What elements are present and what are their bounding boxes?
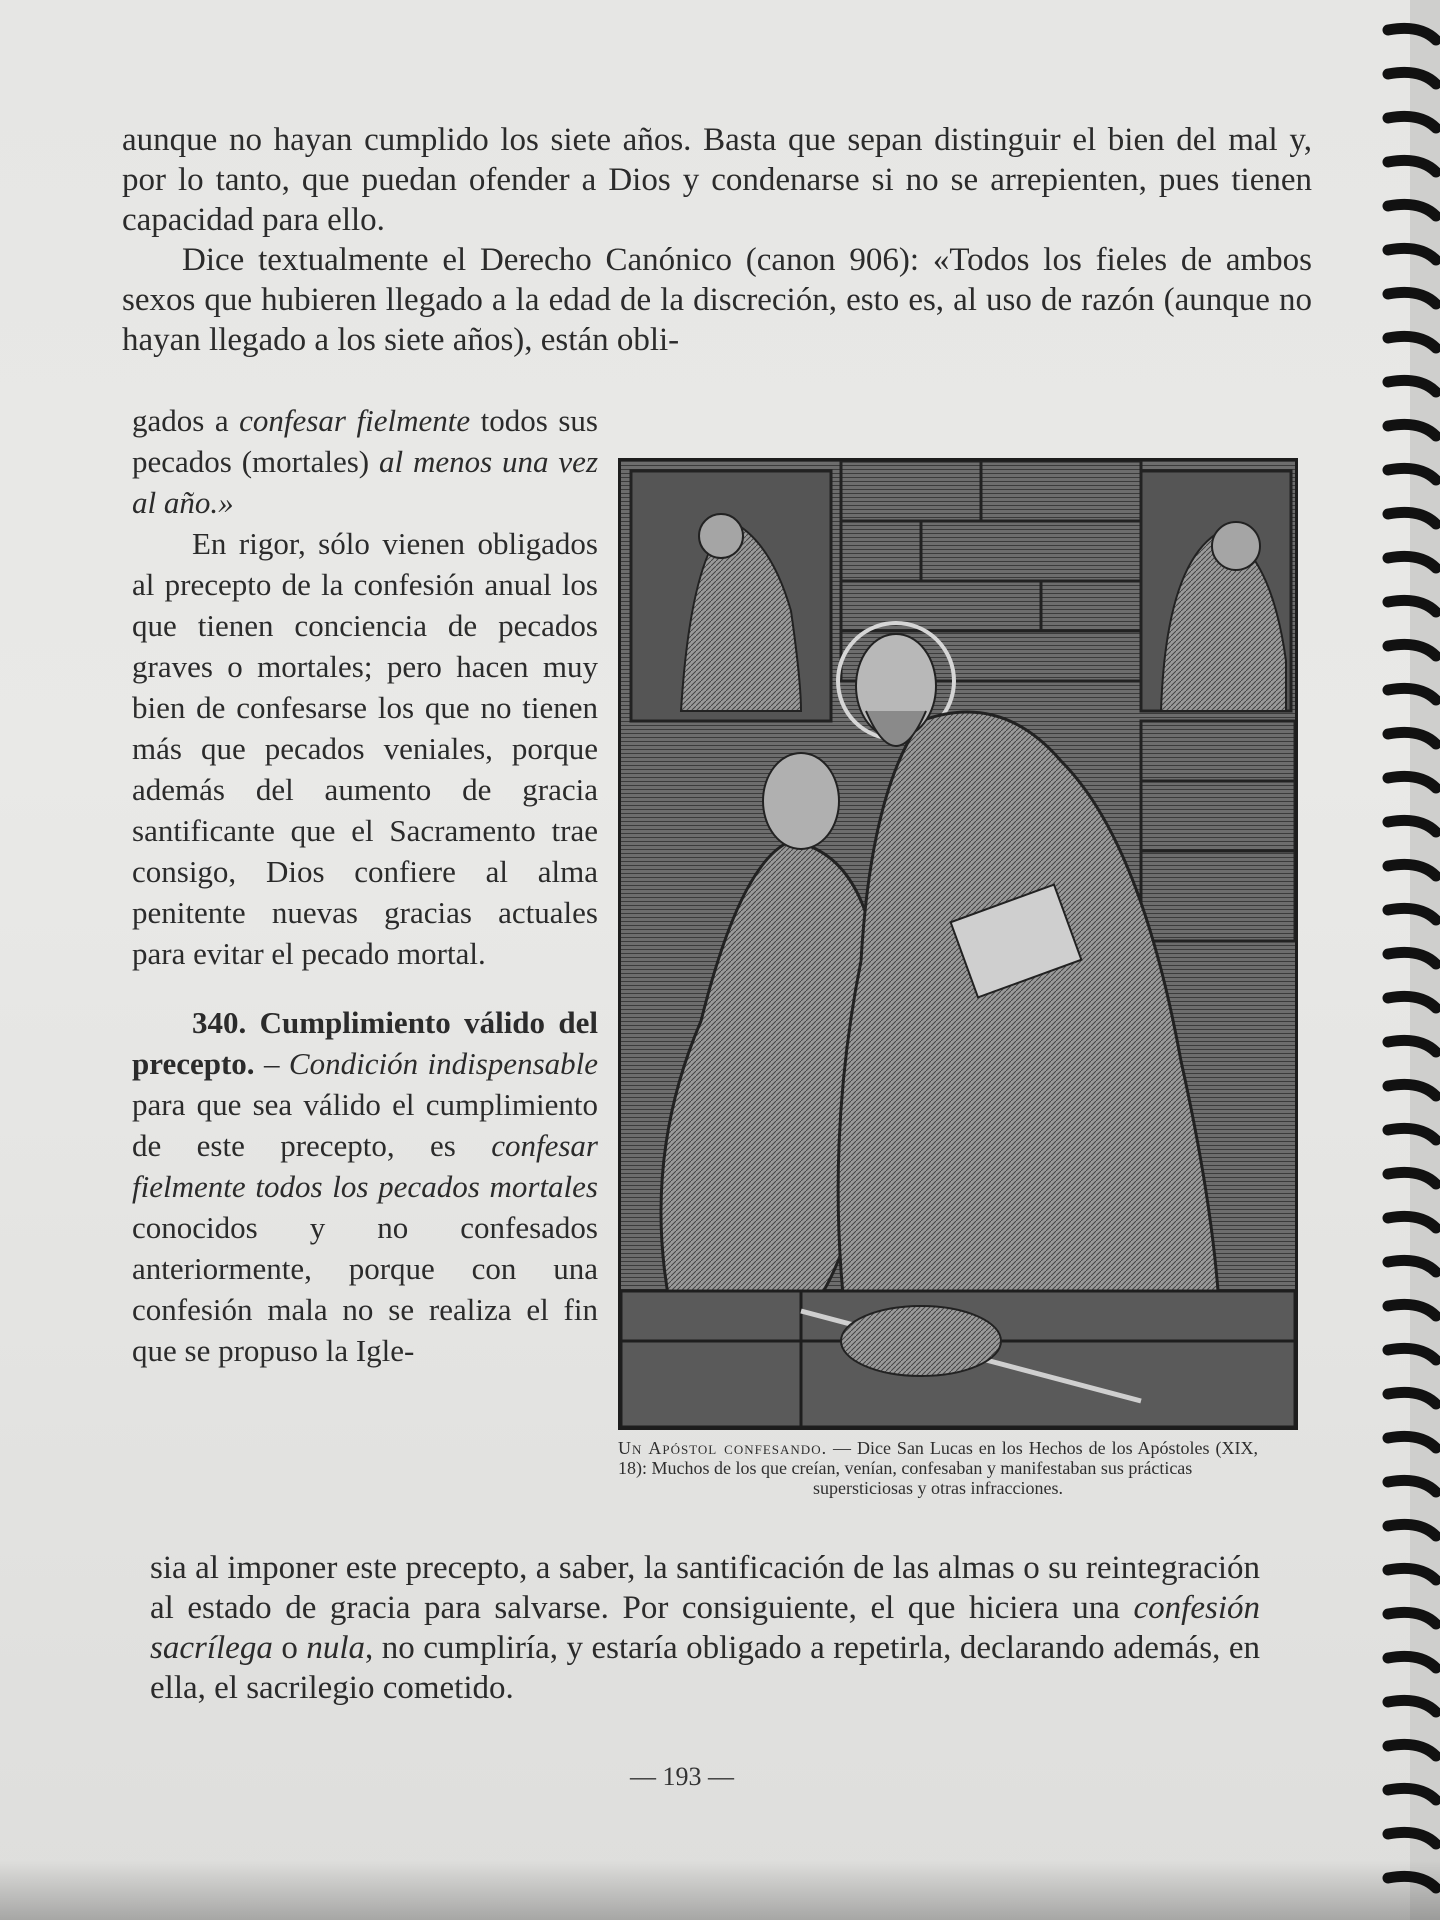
caption-body: — Dice San Lucas en los Hechos de los Apóstoles (XIX, 18): Muchos de los que creían, venían, confesaban y manifestaban sus prácticas — [618, 1438, 1258, 1478]
figure-caption — [618, 1438, 1258, 1498]
text-run: – — [254, 1046, 289, 1081]
paragraph-3 — [132, 400, 598, 523]
italic-run: al menos una vez al año.» — [132, 444, 599, 520]
page-number: — 193 — — [630, 1762, 734, 1791]
caption-title: Un Apóstol confesando. — [618, 1438, 828, 1458]
text-run: todos sus pecados (mortales) — [132, 403, 598, 479]
italic-run: confesión sacrílega — [150, 1590, 1260, 1666]
spiral-binding — [1370, 0, 1440, 1920]
top-text-block — [122, 120, 1312, 360]
paragraph-1: aunque no hayan cumplido los siete años. Basta que sepan distinguir el bien del mal y, por lo tanto, que puedan ofender a Dios y condenarse si no se arrepienten, pues tienen capacidad para ello. — [122, 122, 1312, 238]
engraving-illustration — [618, 458, 1298, 1430]
caption-text — [618, 1438, 1258, 1478]
text-run: conocidos y no confesados anteriormente, porque con una confesión mala no se realiza el fin que se propuso la Igle- — [132, 1210, 598, 1368]
text-run: , no cumpliría, y estaría obligado a repetirla, declarando además, en ella, el sacrilegio cometido. — [150, 1630, 1261, 1706]
text-run: gados a — [132, 403, 240, 438]
italic-run: nula — [306, 1630, 366, 1666]
italic-run: confesar fielmente todos los pecados mortales — [132, 1128, 598, 1204]
page-shadow — [0, 1860, 1440, 1920]
text-run: o — [272, 1630, 307, 1666]
engraving-drawing — [621, 461, 1295, 1427]
section-heading: 340. Cumplimiento válido del precepto. — [132, 1005, 598, 1081]
text-run: sia al imponer este precepto, a saber, la santificación de las almas o su reintegración al estado de gracia para salvarse. Por consiguiente, el que hiciera una — [150, 1550, 1260, 1626]
italic-run: confesar fielmente — [239, 403, 471, 438]
caption-last-line: supersticiosas y otras infracciones. — [813, 1478, 1063, 1498]
paragraph-5 — [150, 1548, 1260, 1708]
text-run: para que sea válido el cumplimiento de este precepto, es — [132, 1087, 598, 1163]
paragraph-4: En rigor, sólo vienen obligados al precepto de la confesión anual los que tienen conciencia de pecados graves o mortales; pero hacen muy bien de confesarse los que no tienen más que pecados veniales, porque además del aumento de gracia santificante que el Sacramento trae consigo, Dios confiere al alma penitente nuevas gracias actuales para evitar el pecado mortal. — [132, 526, 598, 971]
section-340 — [132, 1002, 598, 1371]
left-column-text — [132, 400, 598, 1371]
italic-run: Condición indispensable — [288, 1046, 599, 1081]
paragraph-2: Dice textualmente el Derecho Canónico (canon 906): «Todos los fieles de ambos sexos que hubieren llegado a la edad de la discreción, esto es, al uso de razón (aunque no hayan llegado a los siete años), están obli- — [122, 242, 1312, 358]
bottom-text-block — [150, 1548, 1260, 1708]
